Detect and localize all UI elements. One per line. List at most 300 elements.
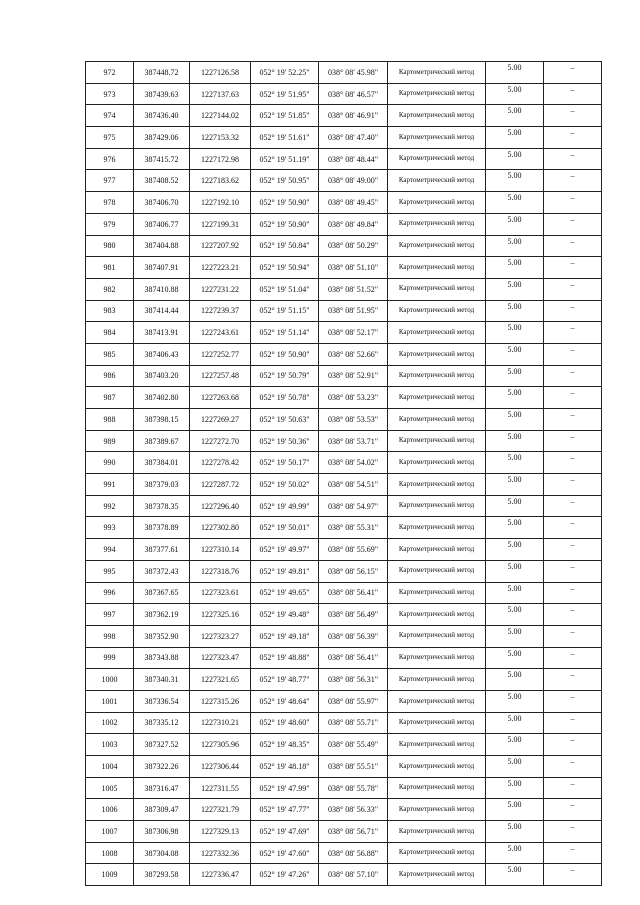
y-coordinate-cell: 1227272.70 [190, 430, 251, 452]
accuracy-cell: 5.00 [486, 474, 544, 496]
note-cell: – [544, 192, 602, 214]
accuracy-cell: 5.00 [486, 83, 544, 105]
note-cell: – [544, 560, 602, 582]
method-cell: Картометрический метод [388, 257, 486, 279]
y-coordinate-cell: 1227137.63 [190, 83, 251, 105]
accuracy-cell: 5.00 [486, 690, 544, 712]
point-number-cell: 973 [86, 83, 134, 105]
longitude-cell: 038° 08' 56.39" [319, 625, 388, 647]
table-row [86, 343, 602, 365]
accuracy-cell: 5.00 [486, 604, 544, 626]
method-cell: Картометрический метод [388, 474, 486, 496]
latitude-cell: 052° 19' 47.26" [251, 864, 319, 886]
method-cell: Картометрический метод [388, 821, 486, 843]
point-number-cell: 983 [86, 300, 134, 322]
latitude-cell: 052° 19' 49.97" [251, 539, 319, 561]
y-coordinate-cell: 1227302.80 [190, 517, 251, 539]
latitude-cell: 052° 19' 48.35" [251, 734, 319, 756]
method-cell: Картометрический метод [388, 148, 486, 170]
y-coordinate-cell: 1227263.68 [190, 387, 251, 409]
table-row [86, 170, 602, 192]
x-coordinate-cell: 387306.98 [134, 821, 190, 843]
longitude-cell: 038° 08' 53.71" [319, 430, 388, 452]
latitude-cell: 052° 19' 50.02" [251, 474, 319, 496]
y-coordinate-cell: 1227323.61 [190, 582, 251, 604]
table-row [86, 864, 602, 886]
latitude-cell: 052° 19' 51.19" [251, 148, 319, 170]
x-coordinate-cell: 387309.47 [134, 799, 190, 821]
table-row [86, 148, 602, 170]
accuracy-cell: 5.00 [486, 452, 544, 474]
accuracy-cell: 5.00 [486, 582, 544, 604]
table-row [86, 539, 602, 561]
accuracy-cell: 5.00 [486, 365, 544, 387]
x-coordinate-cell: 387407.91 [134, 257, 190, 279]
table-row [86, 409, 602, 431]
accuracy-cell: 5.00 [486, 756, 544, 778]
note-cell: – [544, 409, 602, 431]
longitude-cell: 038° 08' 52.66" [319, 343, 388, 365]
accuracy-cell: 5.00 [486, 192, 544, 214]
y-coordinate-cell: 1227306.44 [190, 756, 251, 778]
y-coordinate-cell: 1227287.72 [190, 474, 251, 496]
y-coordinate-cell: 1227336.47 [190, 864, 251, 886]
method-cell: Картометрический метод [388, 409, 486, 431]
note-cell: – [544, 712, 602, 734]
point-number-cell: 991 [86, 474, 134, 496]
point-number-cell: 1006 [86, 799, 134, 821]
x-coordinate-cell: 387327.52 [134, 734, 190, 756]
longitude-cell: 038° 08' 53.53" [319, 409, 388, 431]
accuracy-cell: 5.00 [486, 235, 544, 257]
longitude-cell: 038° 08' 49.84" [319, 213, 388, 235]
accuracy-cell: 5.00 [486, 539, 544, 561]
table-row [86, 669, 602, 691]
accuracy-cell: 5.00 [486, 777, 544, 799]
table-row [86, 756, 602, 778]
table-row [86, 647, 602, 669]
table-row [86, 235, 602, 257]
method-cell: Картометрический метод [388, 864, 486, 886]
latitude-cell: 052° 19' 50.94" [251, 257, 319, 279]
longitude-cell: 038° 08' 55.49" [319, 734, 388, 756]
latitude-cell: 052° 19' 48.64" [251, 690, 319, 712]
note-cell: – [544, 517, 602, 539]
x-coordinate-cell: 387384.01 [134, 452, 190, 474]
y-coordinate-cell: 1227257.48 [190, 365, 251, 387]
latitude-cell: 052° 19' 50.90" [251, 192, 319, 214]
y-coordinate-cell: 1227318.76 [190, 560, 251, 582]
latitude-cell: 052° 19' 50.78" [251, 387, 319, 409]
y-coordinate-cell: 1227310.14 [190, 539, 251, 561]
point-number-cell: 995 [86, 560, 134, 582]
y-coordinate-cell: 1227305.96 [190, 734, 251, 756]
table-row [86, 105, 602, 127]
note-cell: – [544, 387, 602, 409]
note-cell: – [544, 278, 602, 300]
method-cell: Картометрический метод [388, 192, 486, 214]
point-number-cell: 1001 [86, 690, 134, 712]
method-cell: Картометрический метод [388, 300, 486, 322]
point-number-cell: 993 [86, 517, 134, 539]
x-coordinate-cell: 387293.58 [134, 864, 190, 886]
longitude-cell: 038° 08' 57.10" [319, 864, 388, 886]
latitude-cell: 052° 19' 50.01" [251, 517, 319, 539]
accuracy-cell: 5.00 [486, 734, 544, 756]
latitude-cell: 052° 19' 51.95" [251, 83, 319, 105]
point-number-cell: 980 [86, 235, 134, 257]
longitude-cell: 038° 08' 48.44" [319, 148, 388, 170]
method-cell: Картометрический метод [388, 560, 486, 582]
point-number-cell: 981 [86, 257, 134, 279]
y-coordinate-cell: 1227310.21 [190, 712, 251, 734]
method-cell: Картометрический метод [388, 83, 486, 105]
longitude-cell: 038° 08' 53.23" [319, 387, 388, 409]
y-coordinate-cell: 1227321.79 [190, 799, 251, 821]
y-coordinate-cell: 1227144.02 [190, 105, 251, 127]
longitude-cell: 038° 08' 56.41" [319, 582, 388, 604]
method-cell: Картометрический метод [388, 452, 486, 474]
y-coordinate-cell: 1227278.42 [190, 452, 251, 474]
longitude-cell: 038° 08' 51.95" [319, 300, 388, 322]
accuracy-cell: 5.00 [486, 257, 544, 279]
x-coordinate-cell: 387406.43 [134, 343, 190, 365]
longitude-cell: 038° 08' 55.69" [319, 539, 388, 561]
method-cell: Картометрический метод [388, 647, 486, 669]
x-coordinate-cell: 387415.72 [134, 148, 190, 170]
latitude-cell: 052° 19' 50.17" [251, 452, 319, 474]
x-coordinate-cell: 387413.91 [134, 322, 190, 344]
method-cell: Картометрический метод [388, 625, 486, 647]
y-coordinate-cell: 1227183.62 [190, 170, 251, 192]
latitude-cell: 052° 19' 50.95" [251, 170, 319, 192]
longitude-cell: 038° 08' 55.97" [319, 690, 388, 712]
x-coordinate-cell: 387378.89 [134, 517, 190, 539]
coordinates-table [85, 61, 602, 886]
accuracy-cell: 5.00 [486, 647, 544, 669]
point-number-cell: 1007 [86, 821, 134, 843]
method-cell: Картометрический метод [388, 734, 486, 756]
accuracy-cell: 5.00 [486, 300, 544, 322]
longitude-cell: 038° 08' 56.41" [319, 647, 388, 669]
note-cell: – [544, 864, 602, 886]
note-cell: – [544, 343, 602, 365]
latitude-cell: 052° 19' 49.65" [251, 582, 319, 604]
point-number-cell: 999 [86, 647, 134, 669]
table-row [86, 625, 602, 647]
method-cell: Картометрический метод [388, 756, 486, 778]
x-coordinate-cell: 387304.08 [134, 842, 190, 864]
accuracy-cell: 5.00 [486, 170, 544, 192]
method-cell: Картометрический метод [388, 430, 486, 452]
x-coordinate-cell: 387403.20 [134, 365, 190, 387]
x-coordinate-cell: 387398.15 [134, 409, 190, 431]
table-row [86, 387, 602, 409]
table-row [86, 192, 602, 214]
accuracy-cell: 5.00 [486, 62, 544, 84]
note-cell: – [544, 474, 602, 496]
x-coordinate-cell: 387336.54 [134, 690, 190, 712]
method-cell: Картометрический метод [388, 213, 486, 235]
note-cell: – [544, 127, 602, 149]
table-row [86, 83, 602, 105]
accuracy-cell: 5.00 [486, 105, 544, 127]
latitude-cell: 052° 19' 50.84" [251, 235, 319, 257]
note-cell: – [544, 105, 602, 127]
accuracy-cell: 5.00 [486, 799, 544, 821]
longitude-cell: 038° 08' 56.31" [319, 669, 388, 691]
note-cell: – [544, 756, 602, 778]
x-coordinate-cell: 387378.35 [134, 495, 190, 517]
method-cell: Картометрический метод [388, 842, 486, 864]
note-cell: – [544, 430, 602, 452]
point-number-cell: 994 [86, 539, 134, 561]
table-row [86, 257, 602, 279]
note-cell: – [544, 495, 602, 517]
y-coordinate-cell: 1227329.13 [190, 821, 251, 843]
method-cell: Картометрический метод [388, 170, 486, 192]
latitude-cell: 052° 19' 51.15" [251, 300, 319, 322]
y-coordinate-cell: 1227325.16 [190, 604, 251, 626]
point-number-cell: 987 [86, 387, 134, 409]
note-cell: – [544, 799, 602, 821]
point-number-cell: 986 [86, 365, 134, 387]
table-row [86, 322, 602, 344]
x-coordinate-cell: 387362.19 [134, 604, 190, 626]
latitude-cell: 052° 19' 49.18" [251, 625, 319, 647]
y-coordinate-cell: 1227223.21 [190, 257, 251, 279]
table-row [86, 690, 602, 712]
table-row [86, 799, 602, 821]
longitude-cell: 038° 08' 54.51" [319, 474, 388, 496]
y-coordinate-cell: 1227153.32 [190, 127, 251, 149]
note-cell: – [544, 821, 602, 843]
point-number-cell: 992 [86, 495, 134, 517]
note-cell: – [544, 257, 602, 279]
point-number-cell: 1000 [86, 669, 134, 691]
accuracy-cell: 5.00 [486, 322, 544, 344]
point-number-cell: 975 [86, 127, 134, 149]
table-row [86, 842, 602, 864]
longitude-cell: 038° 08' 52.91" [319, 365, 388, 387]
accuracy-cell: 5.00 [486, 842, 544, 864]
longitude-cell: 038° 08' 55.31" [319, 517, 388, 539]
x-coordinate-cell: 387316.47 [134, 777, 190, 799]
longitude-cell: 038° 08' 46.57" [319, 83, 388, 105]
longitude-cell: 038° 08' 54.02" [319, 452, 388, 474]
method-cell: Картометрический метод [388, 343, 486, 365]
method-cell: Картометрический метод [388, 105, 486, 127]
x-coordinate-cell: 387352.90 [134, 625, 190, 647]
x-coordinate-cell: 387389.67 [134, 430, 190, 452]
table-row [86, 300, 602, 322]
accuracy-cell: 5.00 [486, 430, 544, 452]
note-cell: – [544, 300, 602, 322]
point-number-cell: 990 [86, 452, 134, 474]
longitude-cell: 038° 08' 51.10" [319, 257, 388, 279]
table-row [86, 560, 602, 582]
accuracy-cell: 5.00 [486, 343, 544, 365]
y-coordinate-cell: 1227323.27 [190, 625, 251, 647]
table-row [86, 62, 602, 84]
x-coordinate-cell: 387439.63 [134, 83, 190, 105]
point-number-cell: 1009 [86, 864, 134, 886]
latitude-cell: 052° 19' 48.88" [251, 647, 319, 669]
table-body [86, 62, 602, 886]
point-number-cell: 985 [86, 343, 134, 365]
point-number-cell: 998 [86, 625, 134, 647]
note-cell: – [544, 170, 602, 192]
accuracy-cell: 5.00 [486, 625, 544, 647]
method-cell: Картометрический метод [388, 799, 486, 821]
latitude-cell: 052° 19' 52.25" [251, 62, 319, 84]
latitude-cell: 052° 19' 50.79" [251, 365, 319, 387]
latitude-cell: 052° 19' 47.99" [251, 777, 319, 799]
point-number-cell: 972 [86, 62, 134, 84]
point-number-cell: 989 [86, 430, 134, 452]
table-row [86, 604, 602, 626]
table-row [86, 734, 602, 756]
note-cell: – [544, 647, 602, 669]
x-coordinate-cell: 387406.70 [134, 192, 190, 214]
point-number-cell: 979 [86, 213, 134, 235]
point-number-cell: 1008 [86, 842, 134, 864]
x-coordinate-cell: 387448.72 [134, 62, 190, 84]
table-row [86, 365, 602, 387]
table-row [86, 712, 602, 734]
latitude-cell: 052° 19' 50.63" [251, 409, 319, 431]
table-row [86, 777, 602, 799]
x-coordinate-cell: 387367.65 [134, 582, 190, 604]
note-cell: – [544, 539, 602, 561]
method-cell: Картометрический метод [388, 712, 486, 734]
y-coordinate-cell: 1227252.77 [190, 343, 251, 365]
method-cell: Картометрический метод [388, 235, 486, 257]
method-cell: Картометрический метод [388, 365, 486, 387]
x-coordinate-cell: 387377.61 [134, 539, 190, 561]
note-cell: – [544, 148, 602, 170]
accuracy-cell: 5.00 [486, 495, 544, 517]
accuracy-cell: 5.00 [486, 409, 544, 431]
y-coordinate-cell: 1227207.92 [190, 235, 251, 257]
point-number-cell: 997 [86, 604, 134, 626]
latitude-cell: 052° 19' 51.04" [251, 278, 319, 300]
y-coordinate-cell: 1227199.31 [190, 213, 251, 235]
x-coordinate-cell: 387402.80 [134, 387, 190, 409]
y-coordinate-cell: 1227321.65 [190, 669, 251, 691]
longitude-cell: 038° 08' 56.71" [319, 821, 388, 843]
accuracy-cell: 5.00 [486, 821, 544, 843]
longitude-cell: 038° 08' 56.49" [319, 604, 388, 626]
point-number-cell: 1005 [86, 777, 134, 799]
point-number-cell: 984 [86, 322, 134, 344]
latitude-cell: 052° 19' 47.77" [251, 799, 319, 821]
x-coordinate-cell: 387436.40 [134, 105, 190, 127]
longitude-cell: 038° 08' 54.97" [319, 495, 388, 517]
latitude-cell: 052° 19' 50.90" [251, 343, 319, 365]
table-row [86, 582, 602, 604]
longitude-cell: 038° 08' 55.78" [319, 777, 388, 799]
latitude-cell: 052° 19' 49.48" [251, 604, 319, 626]
note-cell: – [544, 625, 602, 647]
table-row [86, 278, 602, 300]
x-coordinate-cell: 387343.88 [134, 647, 190, 669]
latitude-cell: 052° 19' 48.60" [251, 712, 319, 734]
x-coordinate-cell: 387372.43 [134, 560, 190, 582]
x-coordinate-cell: 387340.31 [134, 669, 190, 691]
note-cell: – [544, 734, 602, 756]
point-number-cell: 977 [86, 170, 134, 192]
accuracy-cell: 5.00 [486, 864, 544, 886]
accuracy-cell: 5.00 [486, 278, 544, 300]
table-row [86, 127, 602, 149]
accuracy-cell: 5.00 [486, 517, 544, 539]
note-cell: – [544, 842, 602, 864]
note-cell: – [544, 235, 602, 257]
note-cell: – [544, 669, 602, 691]
x-coordinate-cell: 387414.44 [134, 300, 190, 322]
latitude-cell: 052° 19' 48.18" [251, 756, 319, 778]
latitude-cell: 052° 19' 47.69" [251, 821, 319, 843]
y-coordinate-cell: 1227315.26 [190, 690, 251, 712]
longitude-cell: 038° 08' 56.15" [319, 560, 388, 582]
y-coordinate-cell: 1227311.55 [190, 777, 251, 799]
note-cell: – [544, 452, 602, 474]
longitude-cell: 038° 08' 46.91" [319, 105, 388, 127]
point-number-cell: 1002 [86, 712, 134, 734]
table-row [86, 452, 602, 474]
method-cell: Картометрический метод [388, 62, 486, 84]
longitude-cell: 038° 08' 49.45" [319, 192, 388, 214]
latitude-cell: 052° 19' 50.36" [251, 430, 319, 452]
point-number-cell: 976 [86, 148, 134, 170]
note-cell: – [544, 213, 602, 235]
y-coordinate-cell: 1227239.37 [190, 300, 251, 322]
accuracy-cell: 5.00 [486, 560, 544, 582]
latitude-cell: 052° 19' 50.90" [251, 213, 319, 235]
point-number-cell: 996 [86, 582, 134, 604]
x-coordinate-cell: 387429.06 [134, 127, 190, 149]
note-cell: – [544, 62, 602, 84]
table-row [86, 474, 602, 496]
method-cell: Картометрический метод [388, 690, 486, 712]
x-coordinate-cell: 387404.88 [134, 235, 190, 257]
point-number-cell: 978 [86, 192, 134, 214]
method-cell: Картометрический метод [388, 539, 486, 561]
method-cell: Картометрический метод [388, 777, 486, 799]
longitude-cell: 038° 08' 50.29" [319, 235, 388, 257]
longitude-cell: 038° 08' 55.51" [319, 756, 388, 778]
table-row [86, 495, 602, 517]
longitude-cell: 038° 08' 55.71" [319, 712, 388, 734]
y-coordinate-cell: 1227243.61 [190, 322, 251, 344]
method-cell: Картометрический метод [388, 604, 486, 626]
method-cell: Картометрический метод [388, 669, 486, 691]
method-cell: Картометрический метод [388, 582, 486, 604]
y-coordinate-cell: 1227269.27 [190, 409, 251, 431]
longitude-cell: 038° 08' 56.88" [319, 842, 388, 864]
accuracy-cell: 5.00 [486, 127, 544, 149]
longitude-cell: 038° 08' 47.40" [319, 127, 388, 149]
latitude-cell: 052° 19' 51.85" [251, 105, 319, 127]
longitude-cell: 038° 08' 56.33" [319, 799, 388, 821]
latitude-cell: 052° 19' 49.81" [251, 560, 319, 582]
y-coordinate-cell: 1227332.36 [190, 842, 251, 864]
latitude-cell: 052° 19' 51.14" [251, 322, 319, 344]
note-cell: – [544, 604, 602, 626]
latitude-cell: 052° 19' 51.61" [251, 127, 319, 149]
note-cell: – [544, 365, 602, 387]
